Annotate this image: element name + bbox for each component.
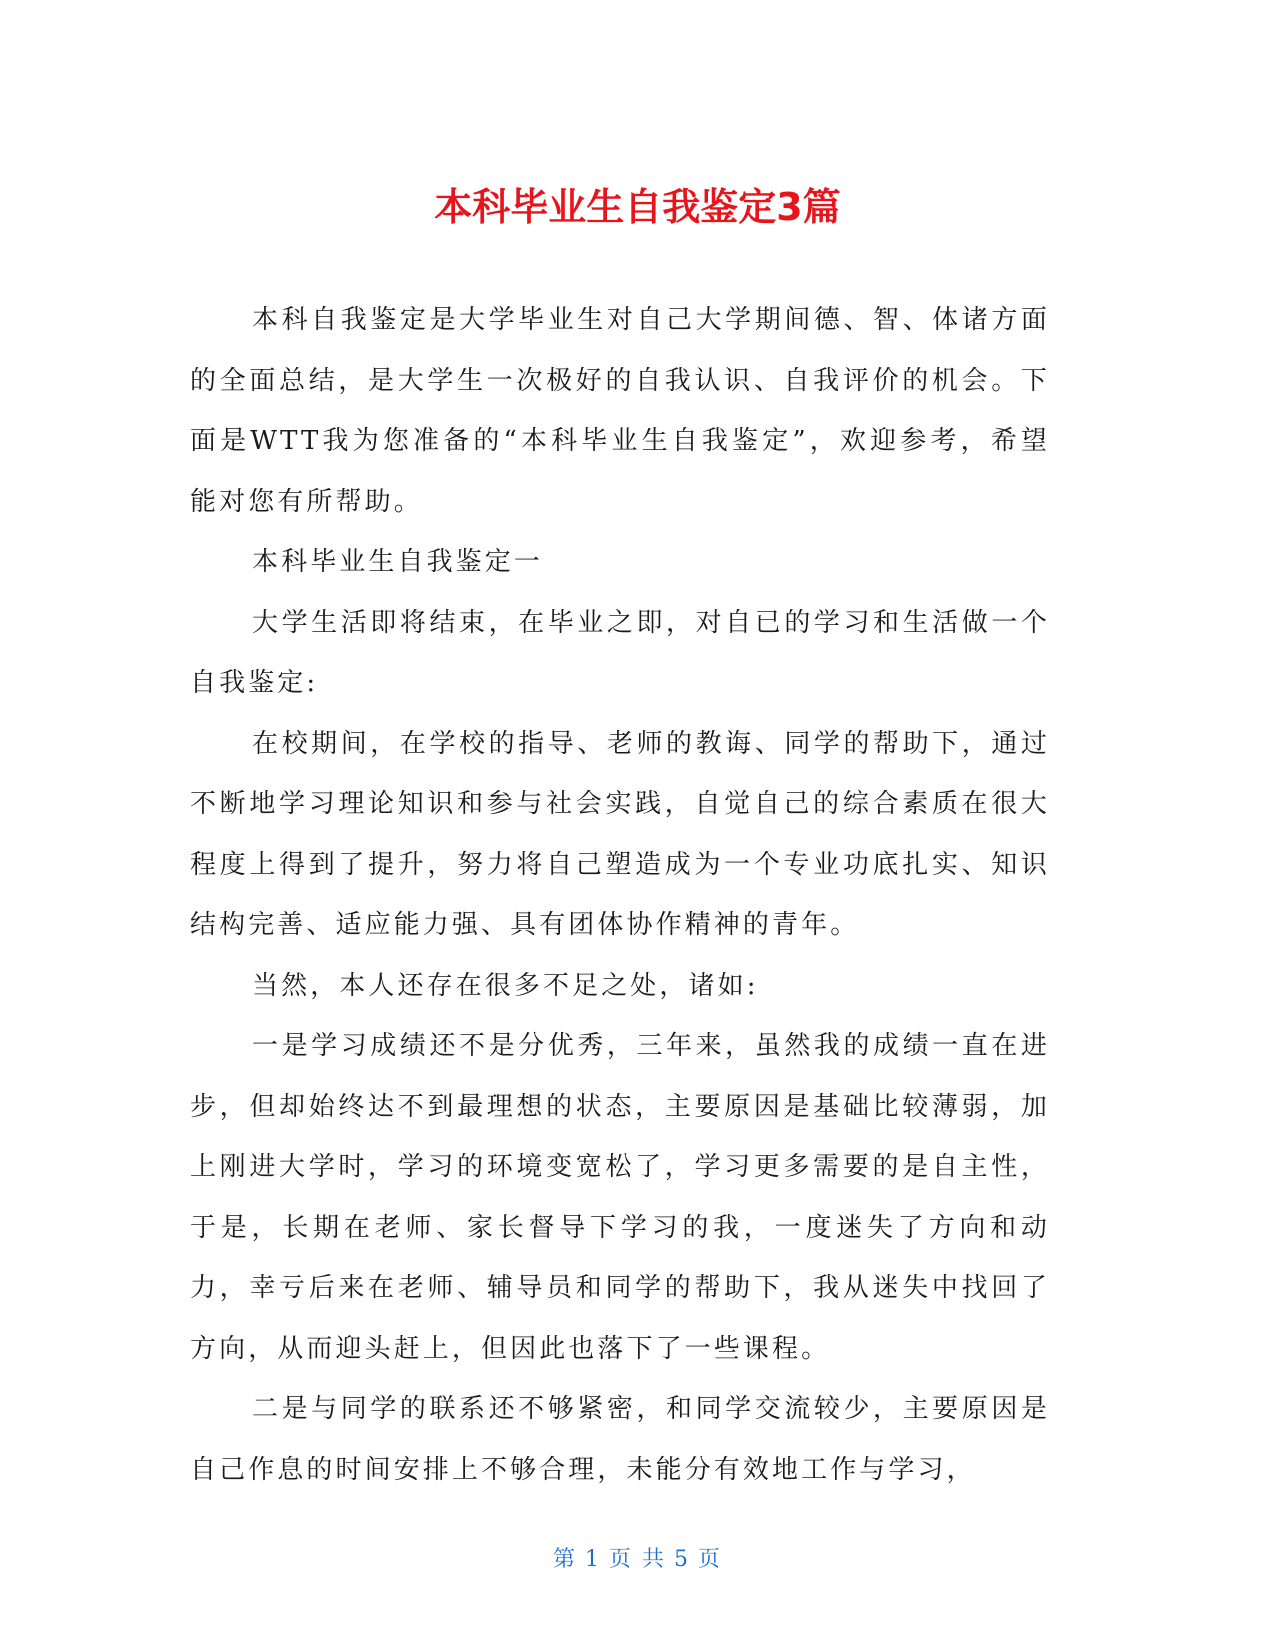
body-paragraph: 在校期间，在学校的指导、老师的教诲、同学的帮助下，通过不断地学习理论知识和参与社会实践，自觉自己的综合素质在很大程度上得到了提升，努力将自己塑造成为一个专业功底扎实、知识结构完善、适应能力强、具有团体协作精神的青年。 — [190, 728, 1050, 940]
page-mid: 页 共 — [609, 1547, 666, 1572]
page-footer — [0, 1545, 1275, 1575]
body-paragraph: 当然，本人还存在很多不足之处，诸如: — [252, 970, 759, 1001]
intro-paragraph: 本科自我鉴定是大学毕业生对自己大学期间德、智、体诸方面的全面总结，是大学生一次极好的自我认识、自我评价的机会。下面是WTT我为您准备的“本科毕业生自我鉴定”，欢迎参考，希望能对您有所帮助。 — [190, 305, 1050, 517]
section-heading: 本科毕业生自我鉴定一 — [252, 547, 544, 577]
body-paragraph: 一是学习成绩还不是分优秀，三年来，虽然我的成绩一直在进步，但却始终达不到最理想的状态，主要原因是基础比较薄弱，加上刚进大学时，学习的环境变宽松了，学习更多需要的是自主性，于是，长期在老师、家长督导下学习的我，一度迷失了方向和动力，幸亏后来在老师、辅导员和同学的帮助下，我从迷失中找回了方向，从而迎头赶上，但因此也落下了一些课程。 — [190, 1031, 1050, 1364]
document-title: 本科毕业生自我鉴定3篇 — [434, 185, 841, 230]
body-paragraph: 二是与同学的联系还不够紧密，和同学交流较少，主要原因是自己作息的时间安排上不够合理，未能分有效地工作与学习， — [190, 1394, 1050, 1485]
page-suffix: 页 — [698, 1547, 723, 1572]
page-prefix: 第 — [552, 1547, 577, 1572]
total-pages: 5 — [674, 1547, 690, 1572]
document-body — [190, 290, 1050, 1500]
page-number: 1 — [585, 1547, 601, 1572]
body-paragraph: 大学生活即将结束，在毕业之即，对自已的学习和生活做一个自我鉴定: — [190, 607, 1050, 698]
